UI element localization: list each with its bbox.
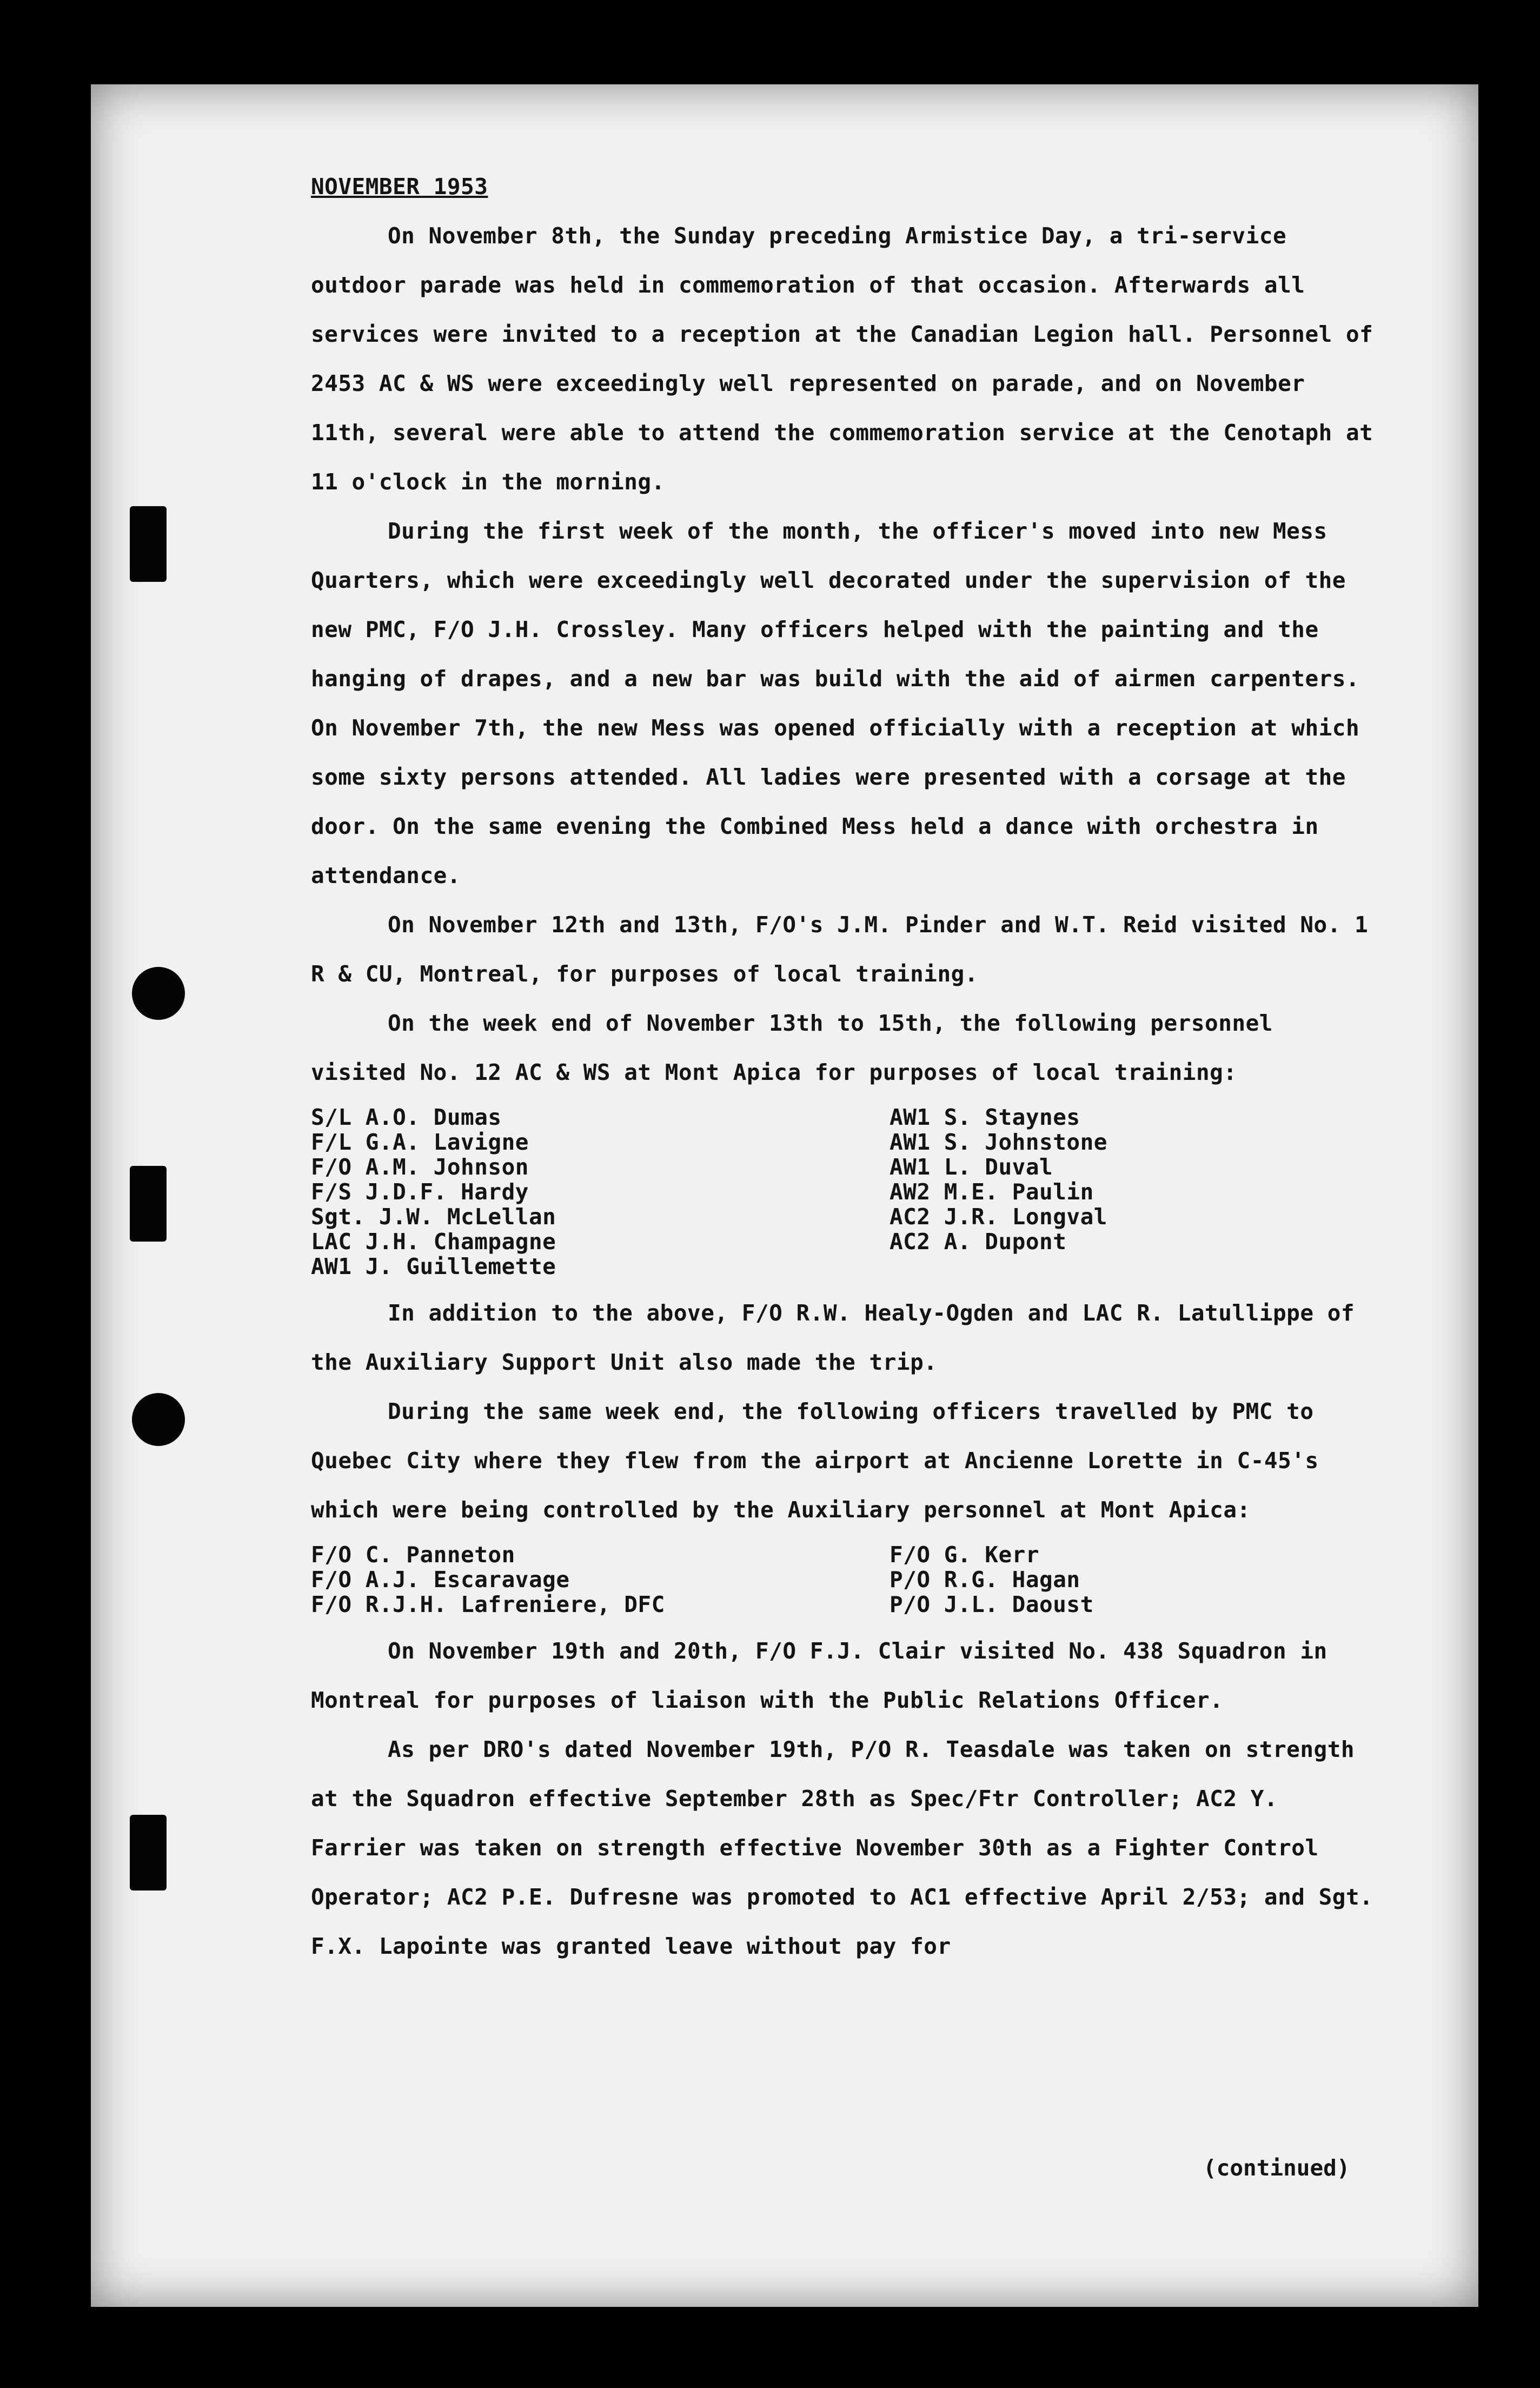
page-heading: NOVEMBER 1953 bbox=[311, 174, 488, 200]
continued-note: (continued) bbox=[1203, 2155, 1350, 2181]
paragraph: In addition to the above, F/O R.W. Healy-Ogden and LAC R. Latullippe of the Auxiliary Support Unit also made the trip. bbox=[311, 1300, 1355, 1375]
list-item: AW1 L. Duval bbox=[890, 1154, 1053, 1180]
list-item: F/O G. Kerr bbox=[890, 1542, 1040, 1568]
paragraph: During the same week end, the following officers travelled by PMC to Quebec City where they flew from the airport at Ancienne Lorette in C-45's which were being controlled by the Auxiliary personnel at Mont Apica: bbox=[311, 1398, 1319, 1523]
officer-column-right bbox=[890, 1542, 1376, 1617]
paragraph: During the first week of the month, the officer's moved into new Mess Quarters, which were exceedingly well decorated under the supervision of the new PMC, F/O J.H. Crossley. Many officers helped with the painting and the hanging of drapes, and a new bar was build with the aid of airmen carpenters. On November 7th, the new Mess was opened officially with a reception at which some sixty persons attended. All ladies were presented with a corsage at the door. On the same evening the Combined Mess held a dance with orchestra in attendance. bbox=[311, 518, 1360, 888]
list-item: F/L G.A. Lavigne bbox=[311, 1129, 529, 1155]
paragraph: On November 12th and 13th, F/O's J.M. Pinder and W.T. Reid visited No. 1 R & CU, Montreal, for purposes of local training. bbox=[311, 912, 1369, 987]
personnel-column-left bbox=[311, 1105, 890, 1279]
list-item: F/O A.J. Escaravage bbox=[311, 1567, 570, 1593]
list-item: F/O R.J.H. Lafreniere, DFC bbox=[311, 1591, 665, 1617]
binder-slot-hole bbox=[130, 1815, 167, 1890]
binder-slot-hole bbox=[130, 1166, 167, 1242]
list-item: F/O C. Panneton bbox=[311, 1542, 515, 1568]
list-item: AW2 M.E. Paulin bbox=[890, 1179, 1094, 1205]
paragraph: On November 8th, the Sunday preceding Armistice Day, a tri-service outdoor parade was held in commemoration of that occasion. Afterwards all services were invited to a reception at the Canadian Legion hall. Personnel of 2453 AC & WS were exceedingly well represented on parade, and on November 11th, several were able to attend the commemoration service at the Cenotaph at 11 o'clock in the morning. bbox=[311, 223, 1373, 495]
personnel-list bbox=[311, 1105, 1382, 1279]
punch-hole bbox=[132, 1393, 185, 1446]
paragraph: On November 19th and 20th, F/O F.J. Clair visited No. 438 Squadron in Montreal for purposes of liaison with the Public Relations Officer. bbox=[311, 1638, 1327, 1713]
list-item: S/L A.O. Dumas bbox=[311, 1104, 502, 1130]
list-item: LAC J.H. Champagne bbox=[311, 1229, 556, 1255]
officer-column-left bbox=[311, 1542, 890, 1617]
list-item: P/O R.G. Hagan bbox=[890, 1567, 1080, 1593]
paragraph: As per DRO's dated November 19th, P/O R. Teasdale was taken on strength at the Squadron effective September 28th as Spec/Ftr Controller; AC2 Y. Farrier was taken on strength effective November 30th as a Fighter Control Operator; AC2 P.E. Dufresne was promoted to AC1 effective April 2/53; and Sgt. F.X. Lapointe was granted leave without pay for bbox=[311, 1736, 1373, 1959]
list-item: AW1 S. Johnstone bbox=[890, 1129, 1107, 1155]
paragraph: On the week end of November 13th to 15th, the following personnel visited No. 12 AC & WS at Mont Apica for purposes of local training: bbox=[311, 1010, 1273, 1085]
personnel-column-right bbox=[890, 1105, 1376, 1279]
list-item: AC2 J.R. Longval bbox=[890, 1204, 1107, 1230]
list-item: P/O J.L. Daoust bbox=[890, 1591, 1094, 1617]
list-item: F/S J.D.F. Hardy bbox=[311, 1179, 529, 1205]
typed-text bbox=[311, 162, 1382, 1971]
list-item: AC2 A. Dupont bbox=[890, 1229, 1067, 1255]
binder-slot-hole bbox=[130, 506, 167, 582]
punch-hole bbox=[132, 967, 185, 1020]
list-item: Sgt. J.W. McLellan bbox=[311, 1204, 556, 1230]
list-item: AW1 S. Staynes bbox=[890, 1104, 1080, 1130]
officer-list bbox=[311, 1542, 1382, 1617]
list-item: F/O A.M. Johnson bbox=[311, 1154, 529, 1180]
list-item: AW1 J. Guillemette bbox=[311, 1253, 556, 1279]
